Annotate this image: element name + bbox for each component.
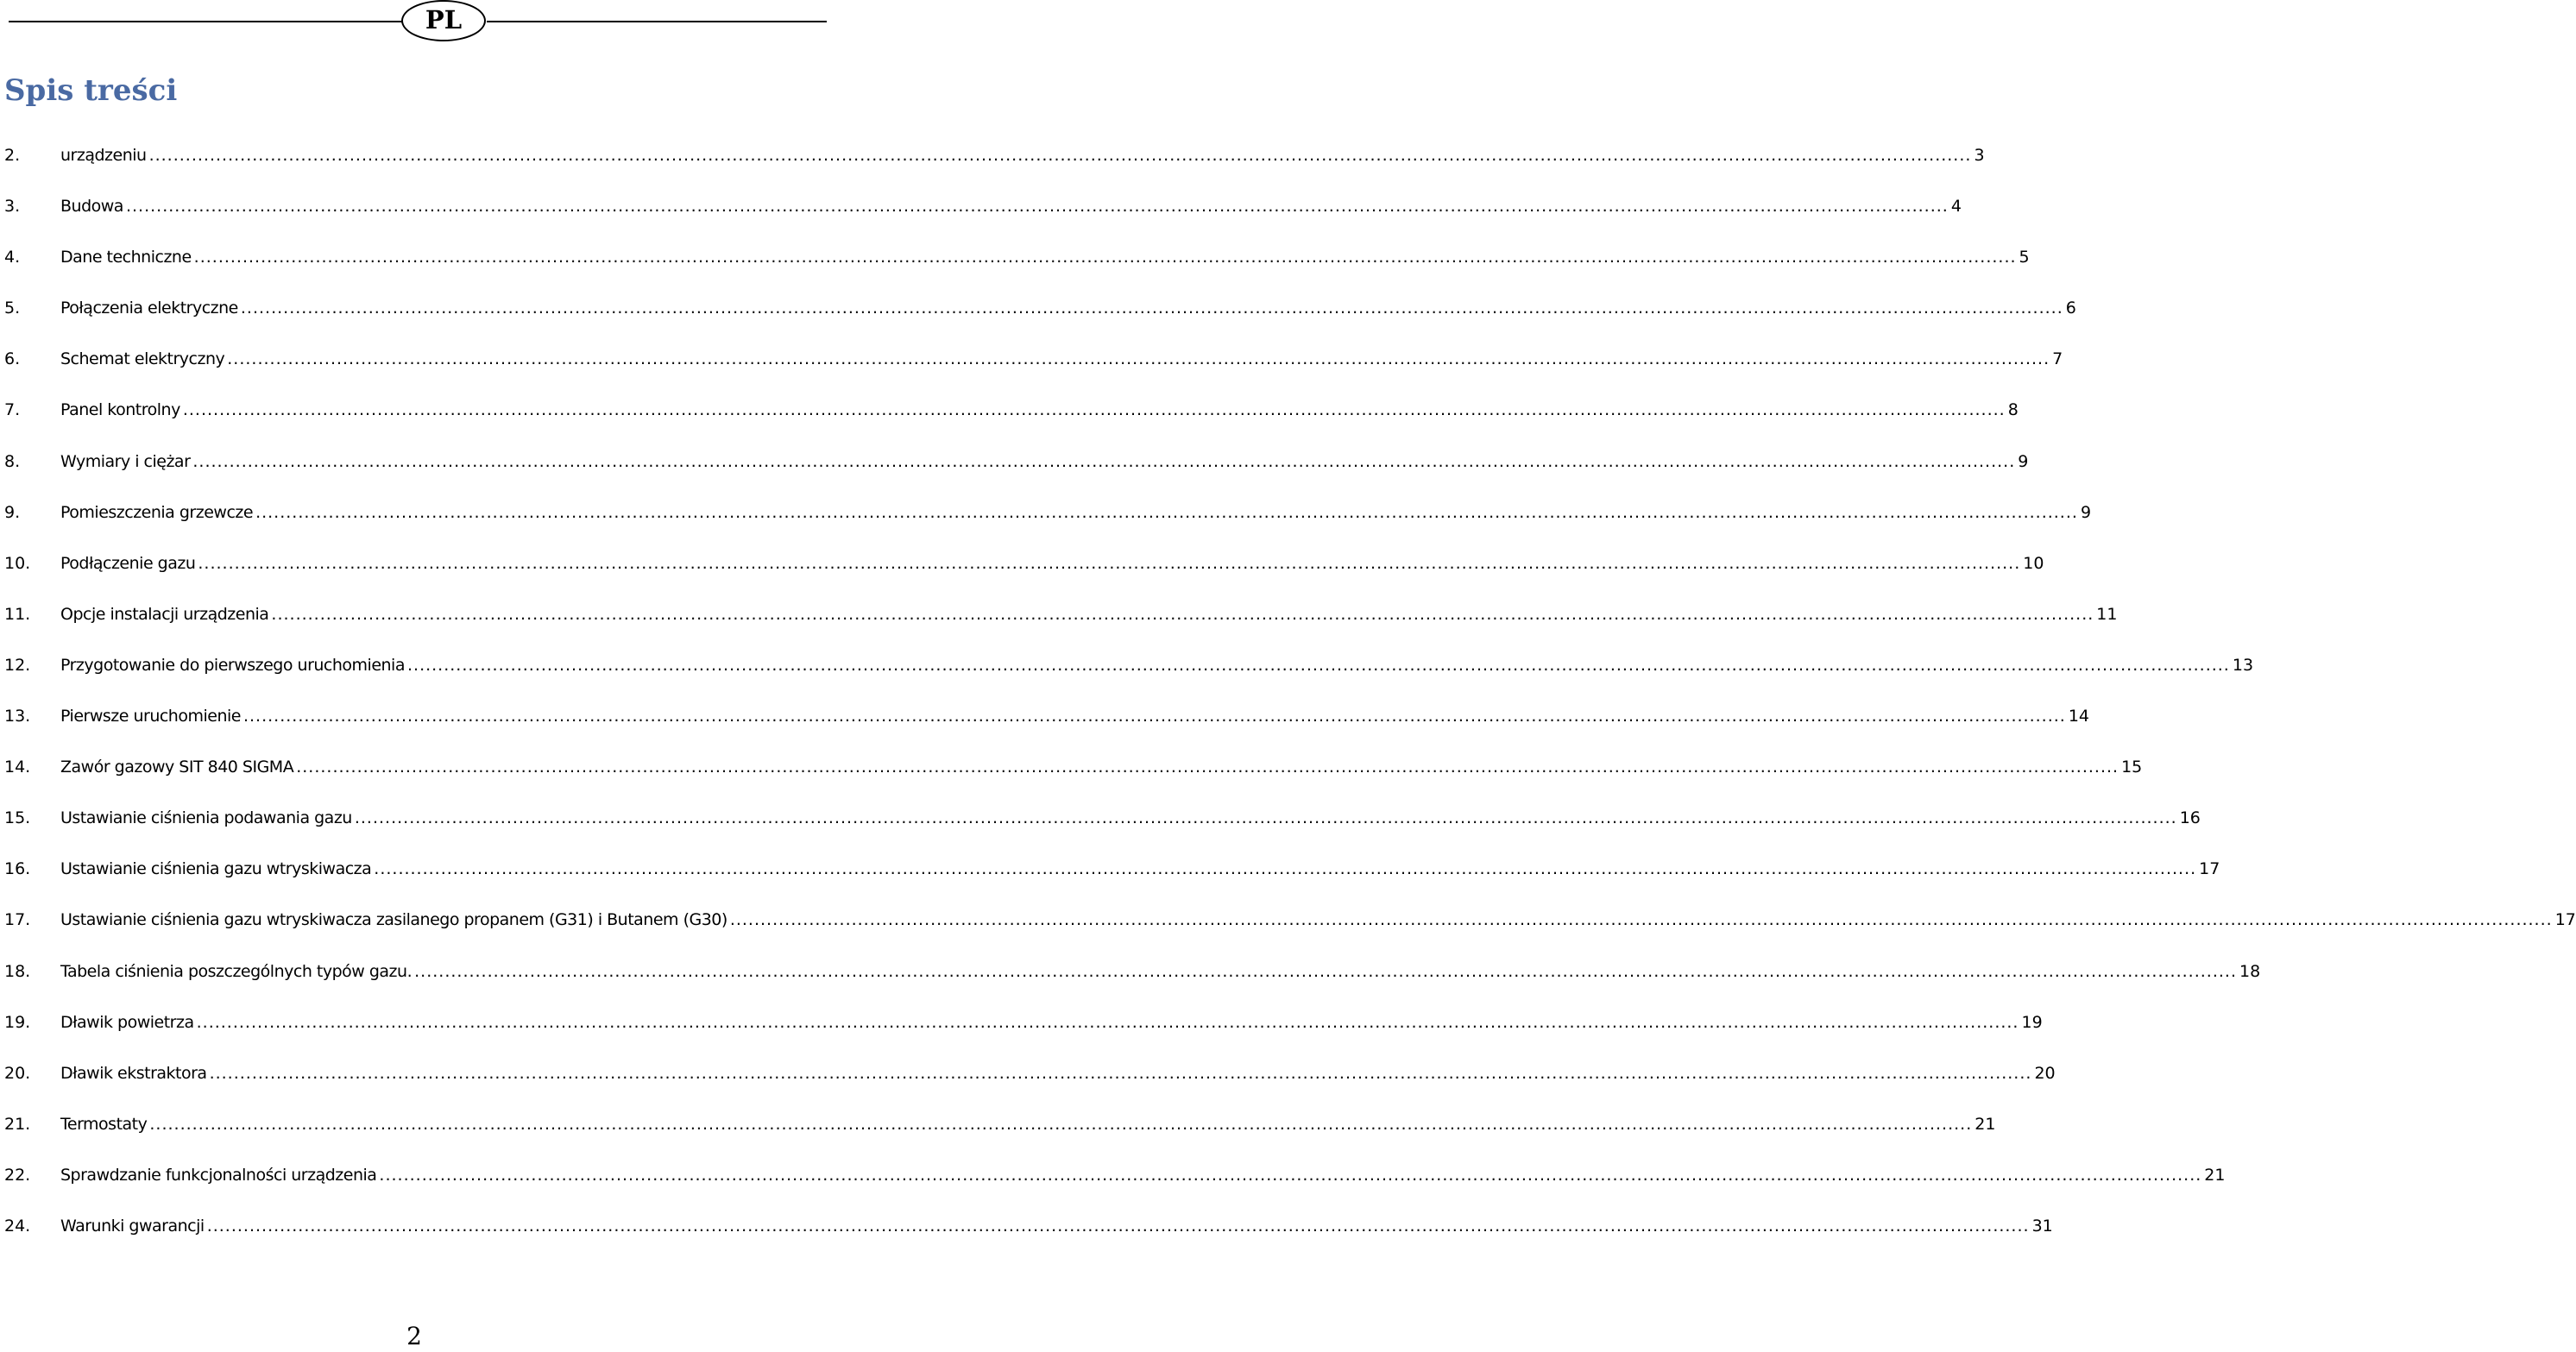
toc-entry-label[interactable]: Pierwsze uruchomienie bbox=[60, 707, 241, 726]
toc-entry-number: 15. bbox=[4, 808, 31, 828]
toc-entry-number: 9. bbox=[4, 502, 21, 522]
toc-entry[interactable] bbox=[0, 493, 2092, 544]
toc-entry-label[interactable]: Tabela ciśnienia poszczególnych typów gazu. bbox=[60, 961, 413, 981]
toc-entry[interactable] bbox=[0, 1206, 2053, 1257]
page-number: 2 bbox=[406, 1322, 422, 1350]
toc-entry-label[interactable]: Budowa bbox=[60, 197, 123, 217]
toc-entry-label[interactable]: Przygotowanie do pierwszego uruchomienia bbox=[60, 655, 405, 675]
toc-dot-leader: ............................................................................................................................................................................................................................................................................................................ bbox=[209, 1063, 2032, 1083]
toc-entry-number: 19. bbox=[4, 1012, 31, 1032]
toc-entry-page[interactable]: 6 bbox=[2065, 299, 2076, 318]
toc-entry-number: 14. bbox=[4, 758, 31, 777]
toc-entry-page[interactable]: 8 bbox=[2007, 400, 2019, 420]
toc-entry[interactable] bbox=[0, 442, 2029, 493]
toc-dot-leader: ............................................................................................................................................................................................................................................................................................................ bbox=[296, 758, 2119, 777]
toc-entry-number: 8. bbox=[4, 451, 21, 471]
toc-entry[interactable] bbox=[0, 390, 2019, 441]
toc-entry-number: 17. bbox=[4, 910, 31, 930]
toc-title: Spis treści bbox=[4, 73, 178, 108]
toc-entry[interactable] bbox=[0, 798, 2201, 849]
toc-entry-number: 12. bbox=[4, 655, 31, 675]
toc-entry-label[interactable]: Dławik ekstraktora bbox=[60, 1063, 207, 1083]
toc-entry[interactable] bbox=[0, 544, 2044, 594]
toc-entry-label[interactable]: Ustawianie ciśnienia gazu wtryskiwacza zasilanego propanem (G31) i Butanem (G30) bbox=[60, 910, 727, 930]
toc-entry-page[interactable]: 11 bbox=[2096, 604, 2118, 624]
toc-entry-page[interactable]: 17 bbox=[2554, 910, 2576, 930]
toc-dot-leader: ............................................................................................................................................................................................................................................................................................................ bbox=[729, 910, 2553, 930]
toc-dot-leader: ............................................................................................................................................................................................................................................................................................................ bbox=[125, 197, 1949, 217]
toc-entry-label[interactable]: Zawór gazowy SIT 840 SIGMA bbox=[60, 758, 294, 777]
toc-entry-page[interactable]: 5 bbox=[2019, 248, 2030, 267]
toc-dot-leader: ............................................................................................................................................................................................................................................................................................................ bbox=[227, 349, 2050, 369]
toc-entry-number: 21. bbox=[4, 1114, 31, 1134]
toc-entry-number: 3. bbox=[4, 197, 21, 217]
toc-dot-leader: ............................................................................................................................................................................................................................................................................................................ bbox=[354, 808, 2177, 828]
toc-dot-leader: ............................................................................................................................................................................................................................................................................................................ bbox=[196, 1012, 2019, 1032]
toc-entry-number: 16. bbox=[4, 859, 31, 879]
toc-entry-page[interactable]: 19 bbox=[2021, 1012, 2043, 1032]
toc-entry[interactable] bbox=[0, 1053, 2056, 1104]
toc-entry-number: 5. bbox=[4, 299, 21, 318]
toc-entry-page[interactable]: 14 bbox=[2068, 707, 2090, 726]
toc-entry-label[interactable]: Pomieszczenia grzewcze bbox=[60, 502, 254, 522]
toc-entry[interactable] bbox=[0, 900, 2576, 951]
toc-entry-label[interactable]: Dławik powietrza bbox=[60, 1012, 194, 1032]
toc-entry-number: 11. bbox=[4, 604, 31, 624]
toc-entry-label[interactable]: Podłączenie gazu bbox=[60, 553, 196, 573]
toc-entry-label[interactable]: urządzeniu bbox=[60, 146, 147, 165]
toc-entry[interactable] bbox=[0, 339, 2063, 390]
toc-entry-label[interactable]: Ustawianie ciśnienia podawania gazu bbox=[60, 808, 352, 828]
toc-entry[interactable] bbox=[0, 849, 2220, 900]
toc-entry-page[interactable]: 10 bbox=[2023, 553, 2044, 573]
toc-entry[interactable] bbox=[0, 952, 2261, 1003]
toc-entry[interactable] bbox=[0, 288, 2076, 339]
toc-entry-number: 4. bbox=[4, 248, 21, 267]
toc-entry-label[interactable]: Opcje instalacji urządzenia bbox=[60, 604, 269, 624]
toc-dot-leader: ............................................................................................................................................................................................................................................................................................................ bbox=[242, 707, 2066, 726]
language-badge: PL bbox=[401, 0, 486, 41]
toc-dot-leader: ............................................................................................................................................................................................................................................................................................................ bbox=[182, 400, 2006, 420]
toc-entry-page[interactable]: 3 bbox=[1974, 146, 1985, 165]
toc-entry-label[interactable]: Połączenia elektryczne bbox=[60, 299, 238, 318]
toc-entry-number: 24. bbox=[4, 1216, 31, 1236]
toc-entry-page[interactable]: 9 bbox=[2018, 451, 2029, 471]
toc-entry[interactable] bbox=[0, 237, 2030, 288]
toc-entry-page[interactable]: 31 bbox=[2031, 1216, 2053, 1236]
toc-entry[interactable] bbox=[0, 1003, 2043, 1053]
toc-entry-page[interactable]: 16 bbox=[2179, 808, 2201, 828]
header-rule-left bbox=[9, 21, 402, 22]
toc-entry[interactable] bbox=[0, 186, 1962, 237]
toc-entry[interactable] bbox=[0, 645, 2254, 696]
header-rule-right bbox=[487, 21, 827, 22]
toc-entry-number: 2. bbox=[4, 146, 21, 165]
toc-entry-page[interactable]: 7 bbox=[2052, 349, 2063, 369]
toc-entry-label[interactable]: Schemat elektryczny bbox=[60, 349, 225, 369]
toc-entry-number: 10. bbox=[4, 553, 31, 573]
toc-dot-leader: ............................................................................................................................................................................................................................................................................................................ bbox=[255, 502, 2078, 522]
toc-entry-label[interactable]: Dane techniczne bbox=[60, 248, 192, 267]
toc-entry-page[interactable]: 20 bbox=[2034, 1063, 2056, 1083]
toc-dot-leader: ............................................................................................................................................................................................................................................................................................................ bbox=[206, 1216, 2030, 1236]
toc-entry-page[interactable]: 4 bbox=[1950, 197, 1962, 217]
toc-dot-leader: ............................................................................................................................................................................................................................................................................................................ bbox=[271, 604, 2094, 624]
toc-entry-label[interactable]: Wymiary i ciężar bbox=[60, 451, 191, 471]
toc-entry[interactable] bbox=[0, 696, 2090, 747]
toc-dot-leader: ............................................................................................................................................................................................................................................................................................................ bbox=[193, 248, 2017, 267]
toc-entry-number: 13. bbox=[4, 707, 31, 726]
toc-dot-leader: ............................................................................................................................................................................................................................................................................................................ bbox=[406, 655, 2230, 675]
toc-dot-leader: ............................................................................................................................................................................................................................................................................................................ bbox=[414, 961, 2237, 981]
toc-entry-number: 20. bbox=[4, 1063, 31, 1083]
toc-entry-label[interactable]: Panel kontrolny bbox=[60, 400, 180, 420]
toc-entry-label[interactable]: Ustawianie ciśnienia gazu wtryskiwacza bbox=[60, 859, 372, 879]
toc-entry-page[interactable]: 13 bbox=[2232, 655, 2254, 675]
toc-dot-leader: ............................................................................................................................................................................................................................................................................................................ bbox=[198, 553, 2021, 573]
toc-entry-number: 7. bbox=[4, 400, 21, 420]
toc-dot-leader: ............................................................................................................................................................................................................................................................................................................ bbox=[374, 859, 2197, 879]
toc-entry-label[interactable]: Warunki gwarancji bbox=[60, 1216, 205, 1236]
toc-entry[interactable] bbox=[0, 135, 1985, 186]
toc-entry[interactable] bbox=[0, 747, 2143, 798]
toc-entry-number: 22. bbox=[4, 1165, 31, 1185]
toc-entry-label[interactable]: Sprawdzanie funkcjonalności urządzenia bbox=[60, 1165, 377, 1185]
toc-entry-page[interactable]: 17 bbox=[2199, 859, 2220, 879]
toc-entry-page[interactable]: 18 bbox=[2239, 961, 2261, 981]
toc-entry-number: 6. bbox=[4, 349, 21, 369]
toc-entry-number: 18. bbox=[4, 961, 31, 981]
toc-dot-leader: ............................................................................................................................................................................................................................................................................................................ bbox=[240, 299, 2063, 318]
toc-entry-page[interactable]: 21 bbox=[2204, 1165, 2226, 1185]
toc-entry-page[interactable]: 9 bbox=[2080, 502, 2092, 522]
toc-entry[interactable] bbox=[0, 594, 2118, 645]
toc-entry-page[interactable]: 15 bbox=[2121, 758, 2143, 777]
toc-dot-leader: ............................................................................................................................................................................................................................................................................................................ bbox=[379, 1165, 2202, 1185]
toc-dot-leader: ............................................................................................................................................................................................................................................................................................................ bbox=[192, 451, 2016, 471]
toc-dot-leader: ............................................................................................................................................................................................................................................................................................................ bbox=[148, 146, 1972, 165]
toc-entry-label[interactable]: Termostaty bbox=[60, 1114, 148, 1134]
toc-dot-leader: ............................................................................................................................................................................................................................................................................................................ bbox=[149, 1114, 1973, 1134]
toc-entry[interactable] bbox=[0, 1155, 2226, 1206]
toc-entry-page[interactable]: 21 bbox=[1975, 1114, 1996, 1134]
toc-list bbox=[0, 135, 2576, 1257]
toc-entry[interactable] bbox=[0, 1104, 1996, 1155]
